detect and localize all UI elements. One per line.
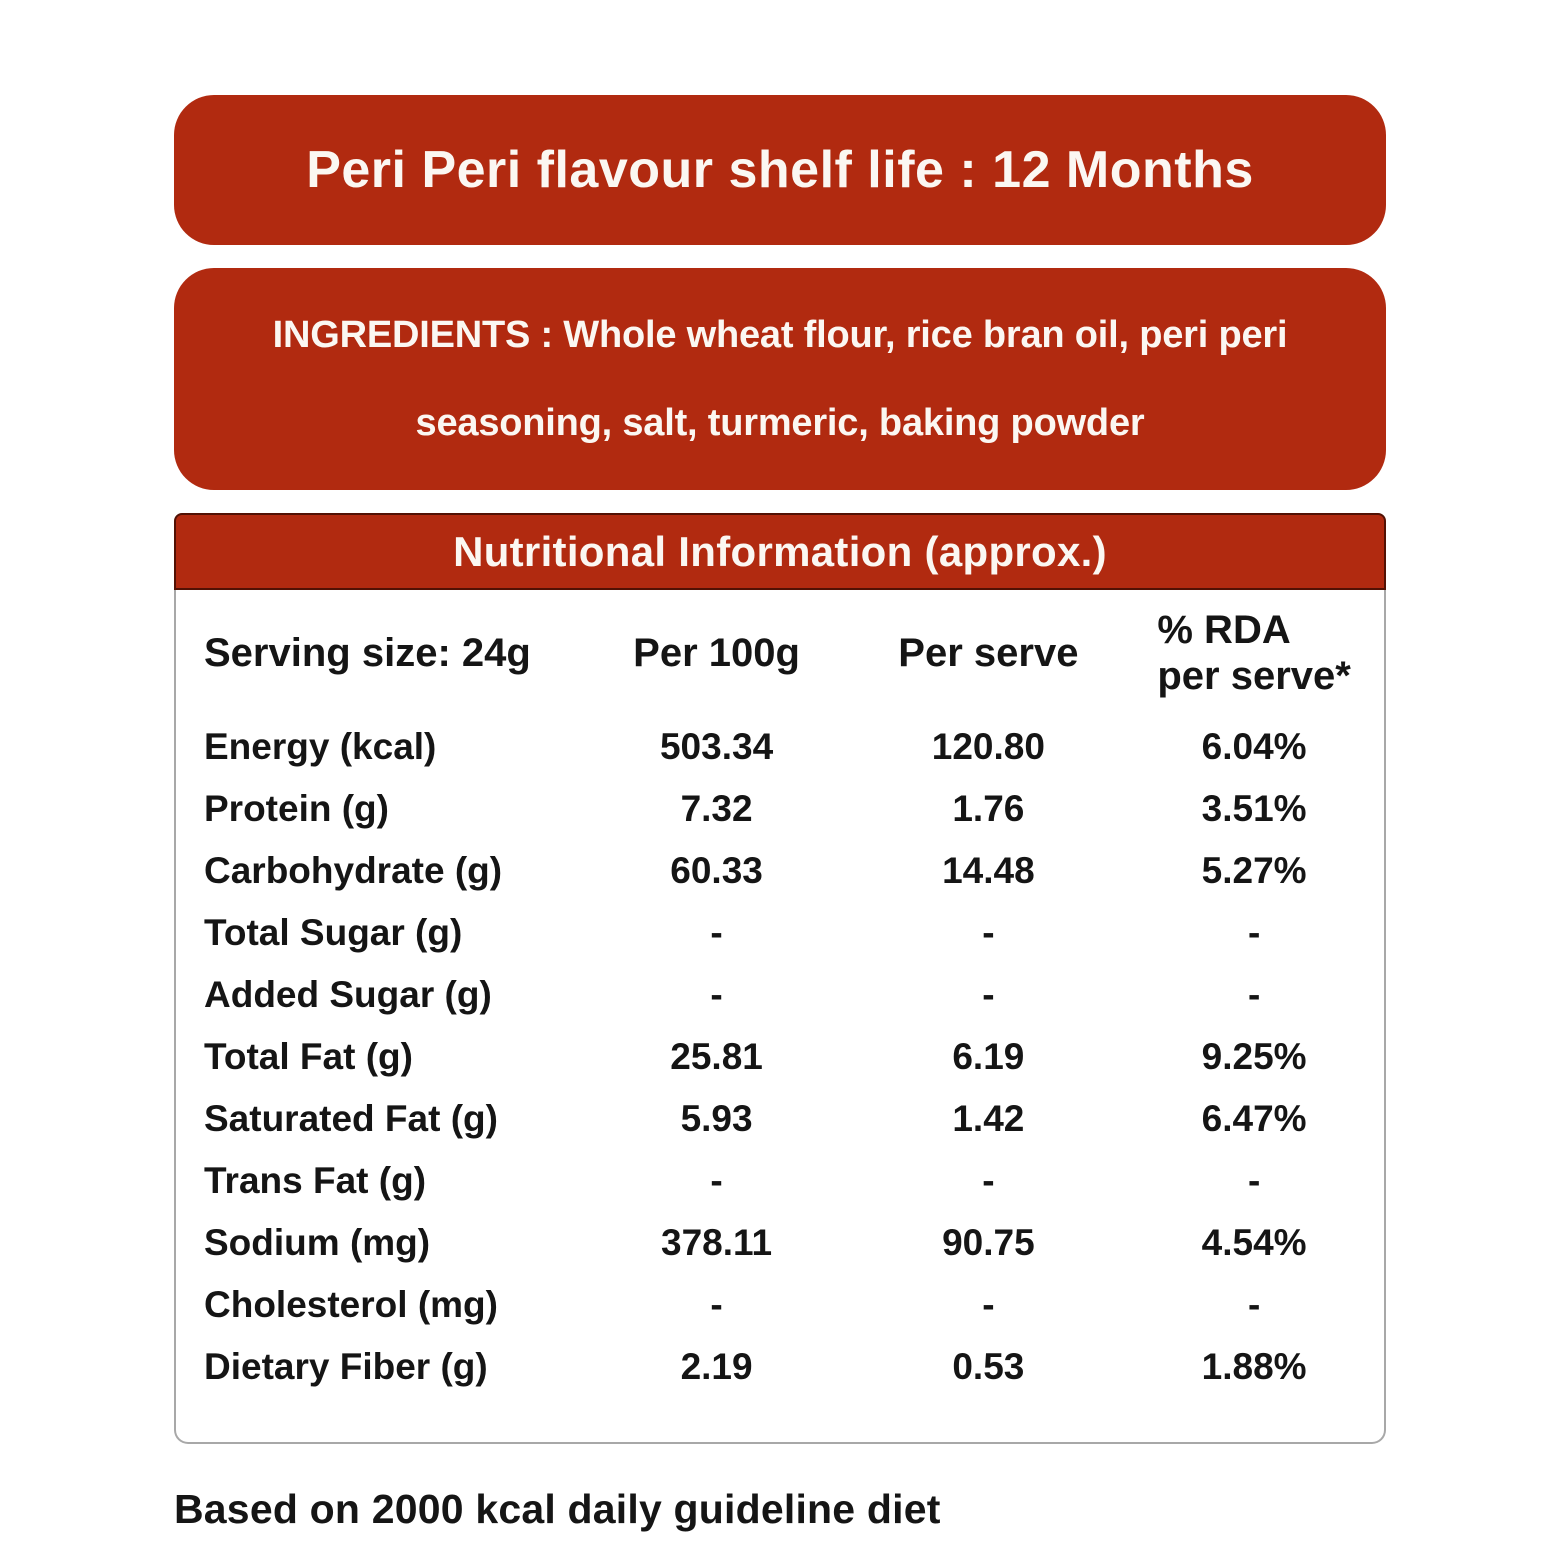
table-row <box>176 902 1384 964</box>
table-row <box>176 1212 1384 1274</box>
value-per-100g: - <box>710 912 723 953</box>
table-row <box>176 964 1384 1026</box>
nutrient-label: Energy (kcal) <box>204 726 437 767</box>
nutrition-table <box>174 513 1386 1444</box>
value-per-100g: 5.93 <box>680 1098 753 1139</box>
shelf-life-banner <box>174 95 1386 245</box>
column-header-per-serve: Per serve <box>898 630 1079 675</box>
value-per-100g: 2.19 <box>680 1346 753 1387</box>
nutrition-label-page <box>174 0 1386 1533</box>
value-per-serve: 6.19 <box>952 1036 1025 1077</box>
rda-header-line1: % RDA <box>1157 608 1291 652</box>
nutrient-label: Saturated Fat (g) <box>204 1098 498 1139</box>
column-header-rda <box>1124 607 1384 699</box>
value-per-serve: 1.42 <box>952 1098 1025 1139</box>
nutrient-label: Cholesterol (mg) <box>204 1284 498 1325</box>
value-rda: 5.27% <box>1201 850 1307 891</box>
value-per-serve: 0.53 <box>952 1346 1025 1387</box>
table-row <box>176 1026 1384 1088</box>
value-per-serve: - <box>982 1284 995 1325</box>
value-rda: 3.51% <box>1201 788 1307 829</box>
table-row <box>176 778 1384 840</box>
nutrient-label: Carbohydrate (g) <box>204 850 503 891</box>
rda-footnote: Based on 2000 kcal daily guideline diet <box>174 1486 941 1532</box>
value-per-serve: 120.80 <box>931 726 1045 767</box>
nutrient-label: Dietary Fiber (g) <box>204 1346 488 1387</box>
value-per-serve: 14.48 <box>942 850 1035 891</box>
nutrient-label: Protein (g) <box>204 788 389 829</box>
nutrient-label: Added Sugar (g) <box>204 974 492 1015</box>
value-per-serve: 90.75 <box>942 1222 1035 1263</box>
nutrient-label: Sodium (mg) <box>204 1222 431 1263</box>
column-header-per-100g: Per 100g <box>633 630 800 675</box>
value-rda: - <box>1247 1284 1261 1325</box>
value-rda: - <box>1247 1160 1261 1201</box>
nutrient-label: Trans Fat (g) <box>204 1160 427 1201</box>
rda-header-line2: per serve* <box>1157 654 1351 698</box>
value-per-serve: 1.76 <box>952 788 1025 829</box>
value-per-100g: 7.32 <box>680 788 753 829</box>
table-row <box>176 1336 1384 1398</box>
value-per-100g: 25.81 <box>670 1036 763 1077</box>
value-per-serve: - <box>982 912 995 953</box>
value-per-serve: - <box>982 1160 995 1201</box>
value-rda: - <box>1247 912 1261 953</box>
table-header-row <box>176 590 1384 716</box>
table-row <box>176 840 1384 902</box>
table-row <box>176 1150 1384 1212</box>
value-rda: 9.25% <box>1201 1036 1307 1077</box>
table-row <box>176 1088 1384 1150</box>
ingredients-text-line2: seasoning, salt, turmeric, baking powder <box>415 402 1145 444</box>
table-row <box>176 1274 1384 1336</box>
value-per-100g: 60.33 <box>670 850 763 891</box>
shelf-life-text: Peri Peri flavour shelf life : 12 Months <box>306 141 1254 199</box>
value-rda: 1.88% <box>1201 1346 1307 1387</box>
value-per-serve: - <box>982 974 995 1015</box>
value-rda: 6.47% <box>1201 1098 1307 1139</box>
column-header-serving-size: Serving size: 24g <box>204 630 531 675</box>
value-per-100g: - <box>710 974 723 1015</box>
nutrition-table-body <box>174 590 1386 1444</box>
ingredients-text-line1: INGREDIENTS : Whole wheat flour, rice bran oil, peri peri <box>272 314 1288 356</box>
value-per-100g: - <box>710 1284 723 1325</box>
value-rda: - <box>1247 974 1261 1015</box>
table-row <box>176 716 1384 778</box>
value-per-100g: 503.34 <box>659 726 774 767</box>
nutrition-table-title: Nutritional Information (approx.) <box>174 513 1386 590</box>
nutrient-label: Total Fat (g) <box>204 1036 413 1077</box>
value-rda: 6.04% <box>1201 726 1307 767</box>
nutrient-label: Total Sugar (g) <box>204 912 463 953</box>
ingredients-banner <box>174 268 1386 490</box>
value-rda: 4.54% <box>1201 1222 1307 1263</box>
value-per-100g: - <box>710 1160 723 1201</box>
value-per-100g: 378.11 <box>661 1222 773 1263</box>
